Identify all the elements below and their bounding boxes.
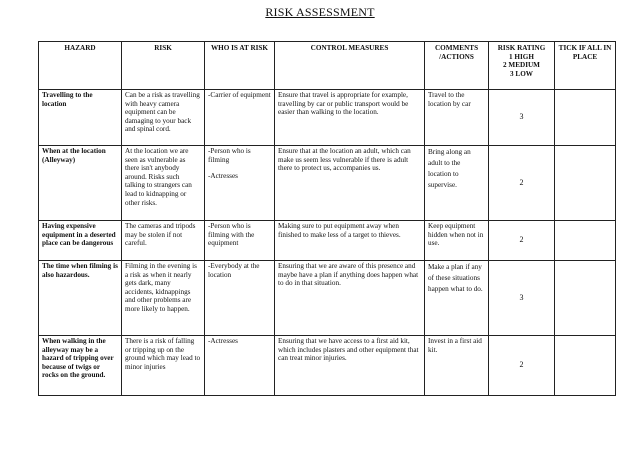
table-row: [39, 221, 616, 261]
control-cell: Ensuring that we are aware of this presence and maybe have a plan if anything does happen what to do in that situation.: [275, 261, 425, 336]
control-cell: Ensure that travel is appropriate for example, travelling by car or public transport would be easier than walking to the location.: [275, 90, 425, 146]
table-row: [39, 90, 616, 146]
hazard-cell: The time when filming is also hazardous.: [39, 261, 122, 336]
comments-cell: Bring along an adult to the location to supervise.: [425, 146, 489, 221]
header-comments: COMMENTS /ACTIONS: [425, 42, 489, 90]
rating-cell: 2: [489, 221, 555, 261]
comments-cell: Make a plan if any of these situations happen what to do.: [425, 261, 489, 336]
risk-cell: There is a risk of falling or tripping up on the ground which may lead to minor injuries: [122, 336, 205, 396]
who-cell: [205, 146, 275, 221]
table-row: [39, 336, 616, 396]
header-row: [39, 42, 616, 90]
header-tick: TICK IF ALL IN PLACE: [555, 42, 616, 90]
tick-cell: [555, 261, 616, 336]
header-risk-rating-title: RISK RATING: [497, 44, 546, 52]
who-cell: -Carrier of equipment: [205, 90, 275, 146]
risk-cell: Filming in the evening is a risk as when it nearly gets dark, many accidents, kidnappings and other problems are more likely to happen.: [122, 261, 205, 336]
table-row: [39, 146, 616, 221]
rating-cell: 2: [489, 336, 555, 396]
tick-cell: [555, 336, 616, 396]
control-cell: Ensure that at the location an adult, which can make us seem less vulnerable if there is adult there to protect us, accompanies us.: [275, 146, 425, 221]
control-cell: Ensuring that we have access to a first aid kit, which includes plasters and other equipment that can treat minor injuries.: [275, 336, 425, 396]
who-cell: -Person who is filming with the equipment: [205, 221, 275, 261]
who-line: -Actresses: [208, 172, 238, 181]
risk-cell: At the location we are seen as vulnerable as there isn't anybody around. Risks such talking to strangers can lead to kidnapping or other risks.: [122, 146, 205, 221]
hazard-cell: Having expensive equipment in a deserted place can be dangerous: [39, 221, 122, 261]
who-cell: -Actresses: [205, 336, 275, 396]
hazard-cell: When walking in the alleyway may be a hazard of tripping over because of twigs or rocks on the ground.: [39, 336, 122, 396]
header-who-at-risk: WHO IS AT RISK: [205, 42, 275, 90]
header-rating-high: 1 HIGH: [509, 52, 534, 61]
control-cell: Making sure to put equipment away when finished to make less of a target to thieves.: [275, 221, 425, 261]
who-line: -Person who is filming: [208, 147, 251, 164]
header-rating-low: 3 LOW: [510, 69, 533, 78]
rating-cell: 3: [489, 90, 555, 146]
header-control-measures: CONTROL MEASURES: [275, 42, 425, 90]
document-title: RISK ASSESSMENT: [265, 5, 375, 19]
header-risk: RISK: [122, 42, 205, 90]
tick-cell: [555, 90, 616, 146]
comments-cell: Invest in a first aid kit.: [425, 336, 489, 396]
hazard-cell: When at the location (Alleyway): [39, 146, 122, 221]
comments-cell: Travel to the location by car: [425, 90, 489, 146]
risk-assessment-table: [38, 41, 616, 396]
header-rating-medium: 2 MEDIUM: [503, 61, 540, 70]
risk-cell: The cameras and tripods may be stolen if not careful.: [122, 221, 205, 261]
rating-cell: 2: [489, 146, 555, 221]
tick-cell: [555, 146, 616, 221]
hazard-cell: Travelling to the location: [39, 90, 122, 146]
risk-cell: Can be a risk as travelling with heavy camera equipment can be damaging to your back and spinal cord.: [122, 90, 205, 146]
table-row: [39, 261, 616, 336]
rating-cell: 3: [489, 261, 555, 336]
header-risk-rating: [489, 42, 555, 90]
who-cell: -Everybody at the location: [205, 261, 275, 336]
comments-cell: Keep equipment hidden when not in use.: [425, 221, 489, 261]
tick-cell: [555, 221, 616, 261]
header-hazard: HAZARD: [39, 42, 122, 90]
